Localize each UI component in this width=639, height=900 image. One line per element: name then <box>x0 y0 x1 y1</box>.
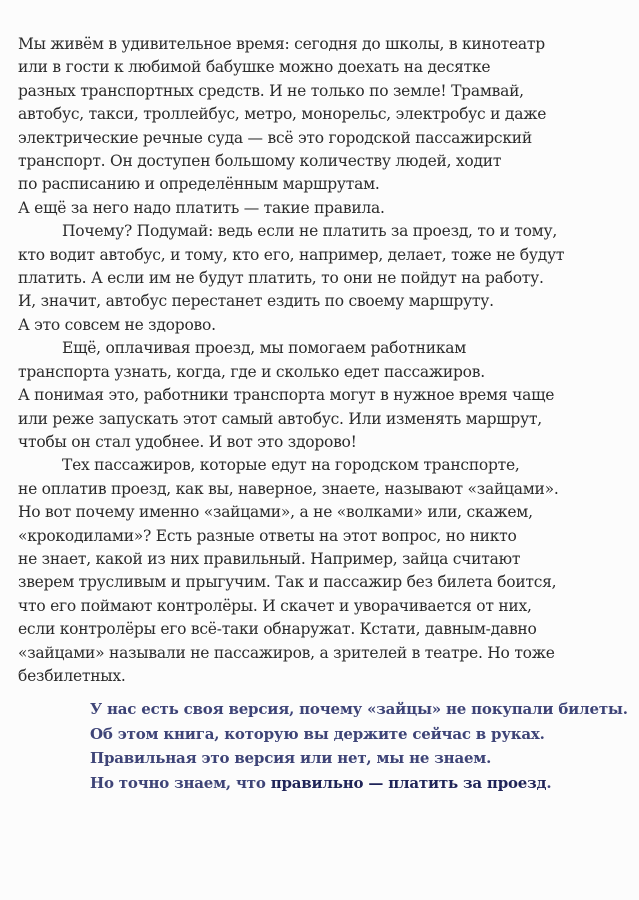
text-line: не знает, какой из них правильный. Например, зайца считают <box>18 549 521 568</box>
text-line: автобус, такси, троллейбус, метро, монорельс, электробус и даже <box>18 105 547 124</box>
text-line: электрические речные суда — всё это городской пассажирский <box>18 128 532 147</box>
text-line: если контролёры его всё-таки обнаружат. Кстати, давным-давно <box>18 620 537 639</box>
text-line: транспорт. Он доступен большому количеству людей, ходит <box>18 152 502 171</box>
highlighted-callout <box>18 697 639 795</box>
text-line: А ещё за него надо платить — такие правила. <box>18 198 385 217</box>
callout-line-final <box>90 771 639 796</box>
text-line: по расписанию и определённым маршрутам. <box>18 175 380 194</box>
text-line: А понимая это, работники транспорта могут в нужное время чаще <box>18 386 555 405</box>
text-line: разных транспортных средств. И не только по земле! Трамвай, <box>18 81 524 100</box>
callout-line: У нас есть своя версия, почему «зайцы» не покупали билеты. <box>90 700 628 719</box>
text-line: транспорта узнать, когда, где и сколько едет пассажиров. <box>18 362 485 381</box>
callout-emphasis: правильно — платить за проезд <box>270 773 547 792</box>
text-line: не оплатив проезд, как вы, наверное, знаете, называют «зайцами». <box>18 479 559 498</box>
text-line: И, значит, автобус перестанет ездить по своему маршруту. <box>18 292 494 311</box>
paragraph-2 <box>18 220 639 337</box>
text-line: или реже запускать этот самый автобус. Или изменять маршрут, <box>18 409 542 428</box>
text-line: платить. А если им не будут платить, то они не пойдут на работу. <box>18 269 544 288</box>
text-line: Мы живём в удивительное время: сегодня до школы, в кинотеатр <box>18 35 545 53</box>
text-line: зверем трусливым и прыгучим. Так и пассажир без билета боится, <box>18 573 557 592</box>
paragraph-1 <box>18 33 639 220</box>
text-line: безбилетных. <box>18 666 126 685</box>
text-line: или в гости к любимой бабушке можно доехать на десятке <box>18 58 491 77</box>
text-line: «крокодилами»? Есть разные ответы на этот вопрос, но никто <box>18 526 517 545</box>
text-line: Но вот почему именно «зайцами», а не «волками» или, скажем, <box>18 503 533 522</box>
text-line: кто водит автобус, и тому, кто его, например, делает, тоже не будут <box>18 245 565 264</box>
text-line: Тех пассажиров, которые едут на городском транспорте, <box>62 456 520 475</box>
callout-prefix: Но точно знаем, что <box>90 773 271 792</box>
callout-line: Правильная это версия или нет, мы не знаем. <box>90 749 492 768</box>
main-text <box>18 33 639 688</box>
text-line: что его поймают контролёры. И скачет и уворачивается от них, <box>18 596 532 615</box>
paragraph-3 <box>18 337 639 454</box>
text-line: чтобы он стал удобнее. И вот это здорово! <box>18 432 357 451</box>
callout-suffix: . <box>546 773 552 792</box>
paragraph-4 <box>18 454 639 688</box>
callout-line: Об этом книга, которую вы держите сейчас в руках. <box>90 724 545 743</box>
text-line: Почему? Подумай: ведь если не платить за проезд, то и тому, <box>62 222 558 241</box>
text-line: «зайцами» называли не пассажиров, а зрителей в театре. Но тоже <box>18 643 555 662</box>
text-line: А это совсем не здорово. <box>18 315 216 334</box>
text-line: Ещё, оплачивая проезд, мы помогаем работникам <box>62 339 467 358</box>
